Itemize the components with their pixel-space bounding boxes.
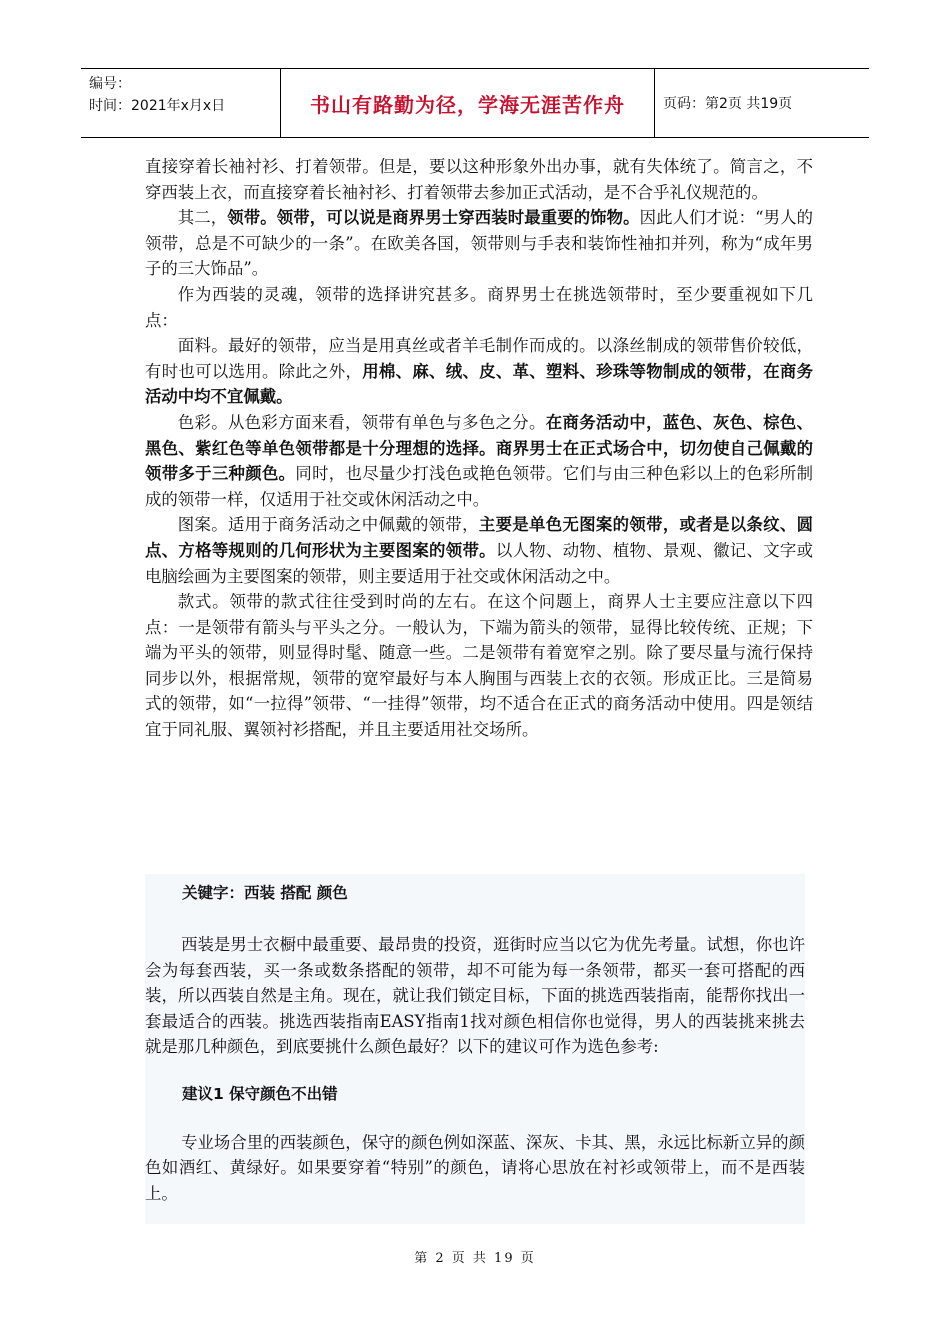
paragraph-style: 款式。领带的款式往往受到时尚的左右。在这个问题上，商界人士主要应注意以下四点：一是领带有箭头与平头之分。一般认为，下端为箭头的领带，显得比较传统、正规；下端为平头的领带，则显得时髦、随意一些。二是领带有着宽窄之别。除了要尽量与流行保持同步以外，根据常规，领带的宽窄最好与本人胸围与西装上衣的衣领。形成正比。三是简易式的领带，如“一拉得”领带、“一挂得”领带，均不适合在正式的商务活动中使用。四是领结宜于同礼服、翼领衬衫搭配，并且主要适用社交场所。 bbox=[145, 592, 813, 740]
color-lead: 色彩。从色彩方面来看，领带有单色与多色之分。 bbox=[177, 412, 546, 432]
paragraph-fabric bbox=[145, 333, 813, 410]
header-meta bbox=[81, 69, 281, 137]
header-page-label: 页码：第2页 共19页 bbox=[663, 96, 793, 112]
paragraph-3: 作为西装的灵魂，领带的选择讲究甚多。商界男士在挑选领带时，至少要重视如下几点： bbox=[145, 284, 813, 330]
color-rest: 同时，也尽量少打浅色或艳色领带。它们与由三种色彩以上的色彩所制成的领带一样，仅适用于社交或休闲活动之中。 bbox=[145, 464, 814, 509]
suit-intro: 西装是男士衣橱中最重要、最昂贵的投资，逛街时应当以它为优先考量。试想，你也许会为每套西装，买一条或数条搭配的领带，却不可能为每一条领带，都买一套可搭配的西装，所以西装自然是主角。现在，就让我们锁定目标，下面的挑选西装指南，能帮你找出一套最适合的西装。挑选西装指南EASY指南1找对颜色相信你也觉得，男人的西装挑来挑去就是那几种颜色，到底要挑什么颜色最好？以下的建议可作为选色参考: bbox=[145, 935, 805, 1057]
number-label: 编号： bbox=[89, 76, 131, 92]
pattern-bold: 主要是单色无图案的领带，或者是以条纹、圆点、方格等规则的几何形状为主要图案的领带。 bbox=[145, 515, 814, 560]
date-label: 时间：2021年x月x日 bbox=[89, 98, 226, 114]
paragraph-2-bold: 领带。领带，可以说是商界男士穿西装时最重要的饰物。 bbox=[227, 208, 640, 228]
paragraph-pattern bbox=[145, 512, 813, 589]
fabric-text: 面料。最好的领带，应当是用真丝或者羊毛制作而成的。以涤丝制成的领带售价较低，有时也可以选用。除此之外， bbox=[145, 336, 813, 381]
color-bold: 在商务活动中，蓝色、灰色、棕色、黑色、紫红色等单色领带都是十分理想的选择。商界男士在正式场合中，切勿使自己佩戴的领带多于三种颜色。 bbox=[145, 412, 814, 484]
suggestion-title: 建议1 保守颜色不出错 bbox=[182, 1084, 338, 1103]
keywords-line: 关键字：西装 搭配 颜色 bbox=[182, 884, 348, 902]
page-footer: 第 2 页 共 19 页 bbox=[414, 1251, 536, 1266]
suggestion-text: 专业场合里的西装颜色，保守的颜色例如深蓝、深灰、卡其、黑，永远比标新立异的颜色如酒红、黄绿好。如果要穿着“特别”的颜色，请将心思放在衬衫或领带上，而不是西装上。 bbox=[145, 1132, 805, 1203]
header-motto: 书山有路勤为径，学海无涯苦作舟 bbox=[281, 69, 655, 137]
pattern-rest: 以人物、动物、植物、景观、徽记、文字或电脑绘画为主要图案的领带，则主要适用于社交或休闲活动之中。 bbox=[145, 540, 814, 586]
paragraph-2-rest: 因此人们才说：“男人的领带，总是不可缺少的一条”。在欧美各国，领带则与手表和装饰性袖扣并列，称为“成年男子的三大饰品”。 bbox=[145, 208, 814, 279]
paragraph-1: 直接穿着长袖衬衫、打着领带。但是，要以这种形象外出办事，就有失体统了。简言之，不穿西装上衣，而直接穿着长袖衬衫、打着领带去参加正式活动，是不合乎礼仪规范的。 bbox=[145, 157, 813, 202]
paragraph-color bbox=[145, 410, 813, 512]
body-text bbox=[145, 154, 813, 743]
fabric-bold: 用棉、麻、绒、皮、革、塑料、珍珠等物制成的领带，在商务活动中均不宜佩戴。 bbox=[145, 361, 813, 407]
paragraph-2 bbox=[145, 205, 813, 282]
page-header bbox=[81, 68, 869, 138]
paragraph-2-lead: 其二， bbox=[177, 208, 228, 228]
shaded-section bbox=[145, 874, 805, 1224]
pattern-lead: 图案。适用于商务活动之中佩戴的领带， bbox=[177, 515, 479, 535]
